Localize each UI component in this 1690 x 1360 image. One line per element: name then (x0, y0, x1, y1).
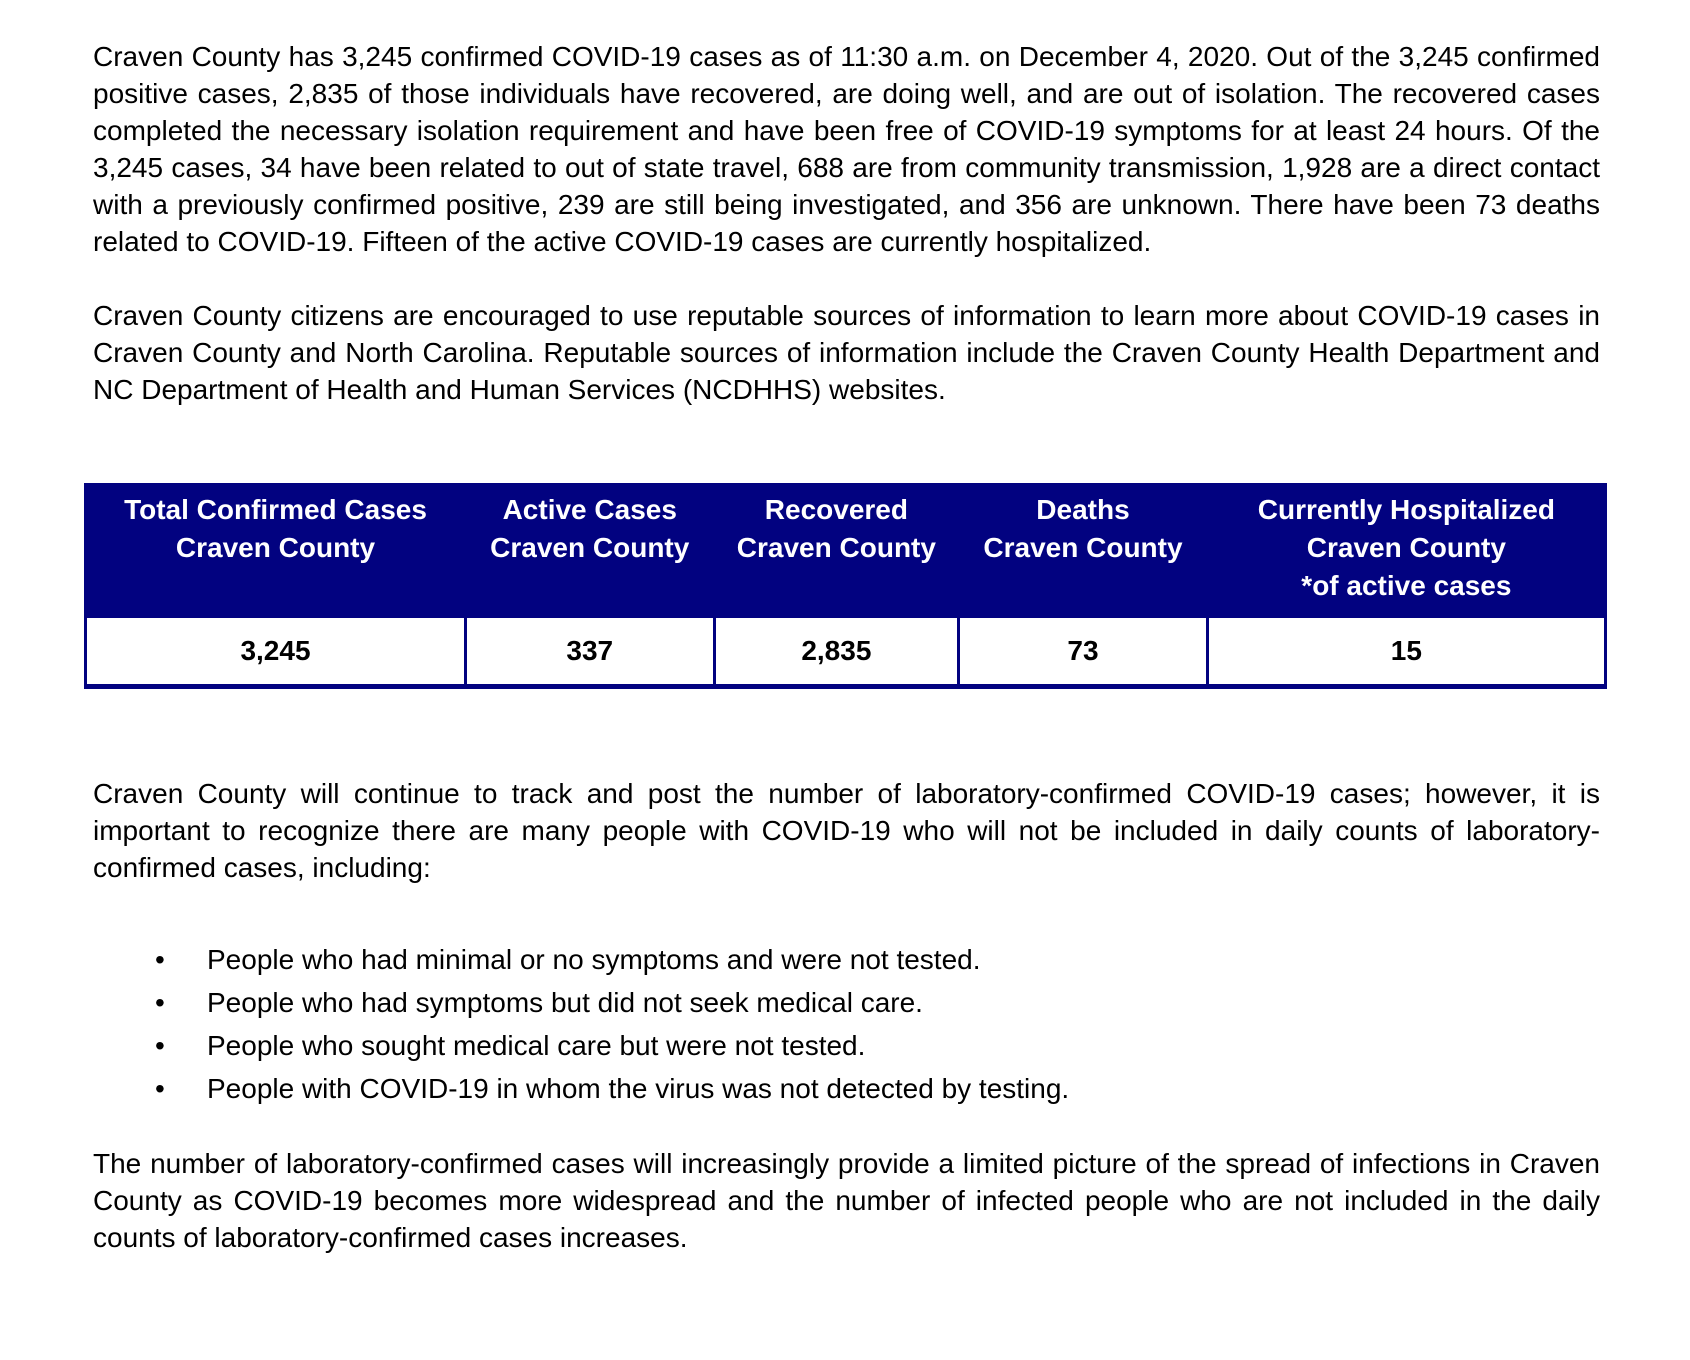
col-header-total-confirmed-cases (86, 485, 466, 617)
covid-stats-table (84, 483, 1607, 689)
list-item-text: People who had minimal or no symptoms and were not tested. (207, 944, 981, 975)
cell-total-confirmed-cases: 3,245 (86, 617, 466, 687)
cell-active-cases: 337 (466, 617, 715, 687)
header-line: Currently Hospitalized (1257, 494, 1555, 525)
list-item (155, 940, 1600, 980)
list-item-text: People who sought medical care but were not tested. (207, 1030, 866, 1061)
header-line: Craven County (983, 532, 1183, 563)
col-header-deaths (959, 485, 1208, 617)
cell-currently-hospitalized: 15 (1207, 617, 1605, 687)
bullet-icon (155, 1026, 207, 1066)
col-header-recovered (714, 485, 959, 617)
cell-recovered: 2,835 (714, 617, 959, 687)
header-line-footnote: *of active cases (1301, 570, 1512, 601)
header-line: Active Cases (502, 494, 677, 525)
list-item (155, 983, 1600, 1023)
paragraph-reputable-sources: Craven County citizens are encouraged to use reputable sources of information to learn more about COVID-19 cases in Craven County and North Carolina. Reputable sources of information include the Craven County Health Department and NC Department of Health and Human Services (NCDHHS) websites. (93, 300, 1600, 405)
table-data-row (86, 617, 1606, 687)
header-line: Craven County (1306, 532, 1506, 563)
cell-deaths: 73 (959, 617, 1208, 687)
bullet-icon (155, 1069, 207, 1109)
bullet-icon (155, 940, 207, 980)
header-line: Craven County (175, 532, 376, 563)
col-header-currently-hospitalized (1207, 485, 1605, 617)
table-header-row (86, 485, 1606, 617)
bullet-icon (155, 983, 207, 1023)
col-header-active-cases (466, 485, 715, 617)
list-item-text: People who had symptoms but did not seek medical care. (207, 987, 923, 1018)
header-line: Craven County (490, 532, 690, 563)
paragraph-case-summary: Craven County has 3,245 confirmed COVID-19 cases as of 11:30 a.m. on December 4, 2020. Out of the 3,245 confirmed positive cases, 2,835 of those individuals have recovered, are doing well, and are out of isolation. The recovered cases completed the necessary isolation requirement and have been free of COVID-19 symptoms for at least 24 hours. Of the 3,245 cases, 34 have been related to out of state travel, 688 are from community transmission, 1,928 are a direct contact with a previously confirmed positive, 239 are still being investigated, and 356 are unknown. There have been 73 deaths related to COVID-19. Fifteen of the active COVID-19 cases are currently hospitalized. (93, 41, 1600, 257)
paragraph-limited-picture: The number of laboratory-confirmed cases will increasingly provide a limited picture of the spread of infections in Craven County as COVID-19 becomes more widespread and the number of infected people who are not included in the daily counts of laboratory-confirmed cases increases. (93, 1148, 1600, 1253)
list-item (155, 1026, 1600, 1066)
paragraph-tracking-note: Craven County will continue to track and post the number of laboratory-confirmed COVID-19 cases; however, it is important to recognize there are many people with COVID-19 who will not be included in daily counts of laboratory-confirmed cases, including: (93, 778, 1600, 883)
header-line: Craven County (736, 532, 936, 563)
header-line: Deaths (1036, 494, 1130, 525)
header-line: Total Confirmed Cases (124, 494, 427, 525)
exclusion-list (93, 940, 1600, 1109)
header-line: Recovered (764, 494, 908, 525)
list-item (155, 1069, 1600, 1109)
list-item-text: People with COVID-19 in whom the virus was not detected by testing. (207, 1073, 1070, 1104)
